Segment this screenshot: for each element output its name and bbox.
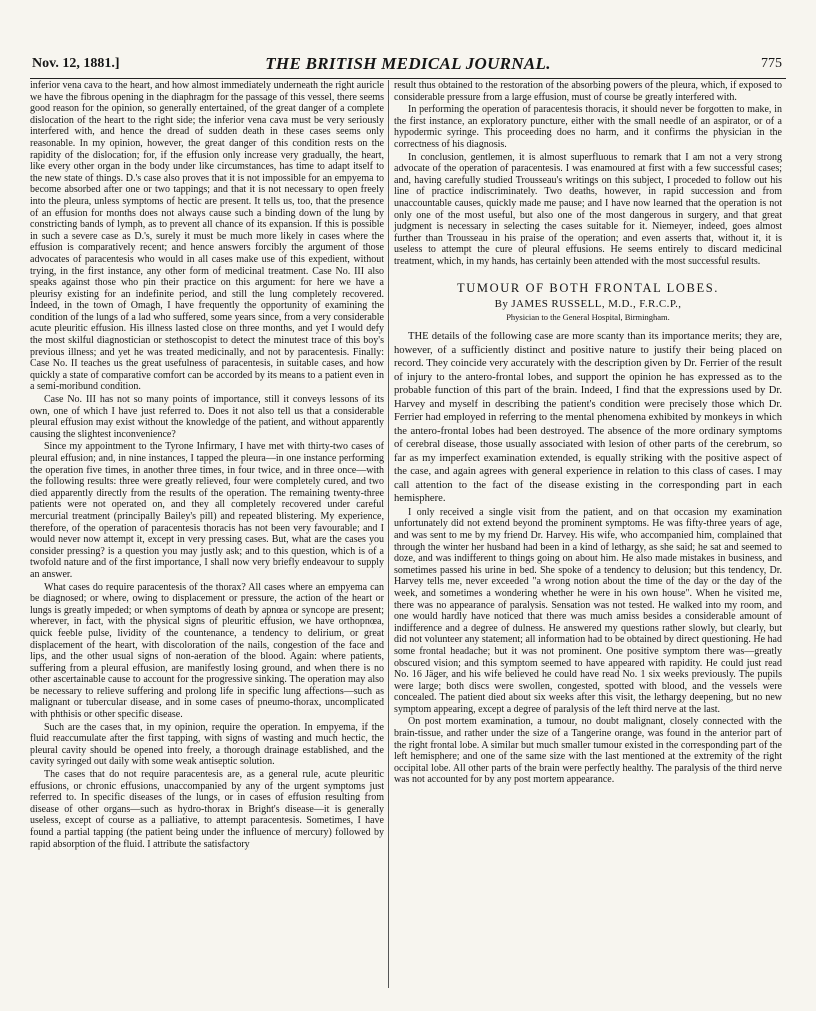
body-paragraph: In performing the operation of paracentesis thoracis, it should never be forgotten to make, in the first instance, an exploratory puncture, either with the small needle of an aspirator, or of a hypodermic syringe. This proceeding does no harm, and it confirms the physician in the correctness of his diagnosis. [394,104,782,150]
body-paragraph: result thus obtained to the restoration of the absorbing powers of the pleura, which, if exposed to considerable pressure from a large effusion, must of course be greatly interfered with. [394,80,782,103]
column-divider [388,80,389,988]
running-header [30,52,786,79]
article-author: By JAMES RUSSELL, M.D., F.R.C.P., [494,298,682,311]
journal-title: THE BRITISH MEDICAL JOURNAL. [265,54,551,73]
body-paragraph: Case No. III has not so many points of importance, still it conveys lessons of its own, one of which I have just referred to. Does it not also tell us that a considerable pleural effusion may exist without the knowledge of the patient, and without apparently causing the slightest inconvenience? [30,394,384,440]
page-number: 775 [761,56,782,71]
article-paragraph: THE details of the following case are more scanty than its importance merits; they are, however, of a sufficiently distinct and positive nature to justify their being placed on record. They coincide very accurately with the description given by Dr. Ferrier of the result of injury to the antero-frontal lobes, and support the opinion he has expressed as to the probable function of this part of the brain. Indeed, I find that the expressions used by Dr. Harvey and myself in describing the patient's condition were precisely those which Dr. Ferrier had employed in referring to the mental phenomena exhibited by monkeys in which the antero-frontal lobes had been destroyed. The absence of the more ordinary symptoms of cerebral disease, those usually associated with lesion of other parts of the cerebrum, so far as my imperfect examination extended, is equally striking with the positive aspect of the case, and again agrees with general experience in relation to this class of cases. I may call attention to the fact of the disease existing in the corresponding part in each hemisphere. [394,331,782,505]
right-column [394,80,782,787]
body-paragraph: The cases that do not require paracentesis are, as a general rule, acute pleuritic effusions, or chronic effusions, unaccompanied by any of the urgent symptoms just referred to. In specific diseases of the lungs, or in cases of effusion resulting from disease of other organs—such as hydro-thorax in Bright's disease—it is generally useless, except of course as a palliative, to attempt paracentesis. Sometimes, I have found a partial tapping (the patient being under the influence of mercury) followed by rapid absorption of the fluid. I attribute the satisfactory [30,769,384,850]
article-paragraph: I only received a single visit from the patient, and on that occasion my examination unfortunately did not extend beyond the prominent symptoms. He was fifty-three years of age, and was sent to me by my friend Dr. Harvey. His wife, who accompanied him, complained that through the winter her husband had been in a kind of lethargy, as she said; he sat and seemed to doze, and was indifferent to things going on about him. He also made mistakes in business, and sometimes passed his urine in bed. She spoke of a tendency to delusion; but this tendency, Dr. Harvey tells me, never exceeded "a wrong notion about the time of the day or the day of the week, and sometimes a wondering whether he were in his own house". When he visited me, there was no appearance of paralysis. Sensation was not tested. He walked into my room, and one would hardly have noticed that there was much amiss besides a considerable amount of indifference and a degree of dulness. He answered my questions rather slowly, but clearly, but did not volunteer any statement; all information had to be obtained by direct questioning. He had some frontal headache; but it was not prominent. One positive symptom there was—greatly obscured vision; and this symptom seemed to have appeared with rapidity. He could just read No. 16 Jäger, and his wife believed he could have read No. 1 six weeks previously. The pupils were large; both discs were swollen, congested, spotted with blood, and the vessels were concealed. The patient died about six weeks after this visit, the lethargy deepening, but no new symptom appearing, except a degree of paralysis of the left third nerve at the last. [394,506,782,715]
body-paragraph: What cases do require paracentesis of the thorax? All cases where an empyema can be diagnosed; or where, owing to displacement or pressure, the action of the heart or lungs is greatly impeded; or when symptoms of death by apnœa or syncope are present; wherever, in fact, with the physical signs of pleuritic effusion, we have orthopnœa, quick feeble pulse, lividity of the countenance, a tendency to delirium, or great displacement of the heart, with discoloration of the nails, congestion of the face and lips, and the other usual signs of non-aeration of the blood. Again: where patients, suffering from a pleural effusion, are manifestly losing ground, and when there is no other ascertainable cause to account for the progressive sinking. The operation may also be necessary to relieve suffering and prolong life in specific lung affections—such as malignant or tubercular disease, and in some cases of pneumo-thorax, uncomplicated with phthisis or other specific disease. [30,581,384,721]
body-paragraph: inferior vena cava to the heart, and how almost immediately underneath the right auricle we have the fibrous opening in the diaphragm for the passage of this vessel, there seems good reason for the opinion, so generally entertained, of the great danger of a complete dislocation of the heart to the right side; the inferior vena cava must be very seriously interfered with, and hence the dread of sudden death in these cases seems only reasonable. In my opinion, however, the great danger of this condition rests on the rapidity of the dislocation; for, if the effusion only increase very gradually, the heart, like every other organ in the body under like circumstances, has time to adapt itself to the new state of things. D.'s case also proves that it is not impossible for an empyema to become absorbed after one or two tappings; and that it is not necessary to open freely into the pleura, unless symptoms of hectic are present. It tells us, too, that the presence of an effusion for months does not always cause such a binding down of the lung by constricting bands of lymph, as to prevent all chance of its expansion. If this is possible in such a severe case as D.'s, surely it must be much more likely in cases where the effusion is comparatively recent; and hence answers forcibly the argument of those advocates of paracentesis who would in all cases make use of this expedient, without trying, in the first instance, any other form of medicinal treatment. Case No. III also speaks against those who pin their practice on this argument: for here we have a pleurisy existing for an indefinite period, and still the lung completely recovered. Indeed, in the town of Omagh, I have frequently the opportunity of examining the condition of the lungs of a lad who suffered, some years since, from a very considerable acute pleuritic effusion. His illness lasted close on three months, and yet I would defy the most skilful diagnostician or stethoscopist to detect the minutest trace of this boy's previous illness; and yet he was treated medicinally, and not by paracentesis. Finally: Case No. II teaches us the great usefulness of paracentesis, in suitable cases, and how quickly a state of comparative comfort can be accorded by its means to a patient even in a semi-moribund condition. [30,80,384,393]
body-paragraph: Since my appointment to the Tyrone Infirmary, I have met with thirty-two cases of pleural effusion; and, in nine instances, I tapped the pleura—in one instance performing the operation five times, in another three times, in four twice, and in three once—with the following results: three were greatly relieved, four were completely cured, and two died apparently directly from the results of the operation. The remaining twenty-three patients were not operated on, and they all completely recovered under careful mercurial treatment (principally Bailey's pill) and repeated blistering. My experience, therefore, of the operation of paracentesis thoracis has not been very favourable; and I would never now attempt it, except in very pressing cases. But, what are the cases you consider pressing? is a question you may justly ask; and to this question, which is of a twofold nature and of the first importance, I shall now very briefly endeavour to supply an answer. [30,441,384,580]
article-title: TUMOUR OF BOTH FRONTAL LOBES. [457,280,719,295]
body-paragraph: Such are the cases that, in my opinion, require the operation. In empyema, if the fluid reaccumulate after the first tapping, with signs of wasting and much hectic, the pleural cavity should be opened into freely, a thorough drainage established, and the cavity syringed out daily with some weak antiseptic solution. [30,721,384,768]
left-column [30,80,384,851]
author-affiliation: Physician to the General Hospital, Birmingham. [506,311,670,322]
article-paragraph: On post mortem examination, a tumour, no doubt malignant, closely connected with the brain-tissue, and rather under the size of a Tangerine orange, was found in the anterior part of the right frontal lobe. A similar but much smaller tumour existed in the corresponding part of the left hemisphere; and one of the same size with the last mentioned at the extremity of the right occipital lobe. All other parts of the brain were perfectly healthy. The paralysis of the third nerve was not accounted for by any post mortem appearance. [394,716,782,786]
body-paragraph: In conclusion, gentlemen, it is almost superfluous to remark that I am not a very strong advocate of the operation of paracentesis. I was enamoured at first with a few successful cases; and, having carefully studied Trousseau's writings on this subject, I proceded to follow out his line of practice indiscriminately. Two deaths, however, in rapid succession and from unaccountable causes, quickly made me pause; and I have now learned that the operation is not only one of the most useful, but also one of the most dangerous in surgery, and that great judgment is necessary in selecting the cases suitable for it. Niemeyer, indeed, goes almost further than Trousseau in his praise of the operation; and even asserts that, without it, it is useless to attempt the cure of pleural effusions. He seems entirely to discard medicinal treatment, which, in my hands, has certainly been attended with the most successful results. [394,151,782,267]
issue-date: Nov. 12, 1881.] [32,56,120,71]
